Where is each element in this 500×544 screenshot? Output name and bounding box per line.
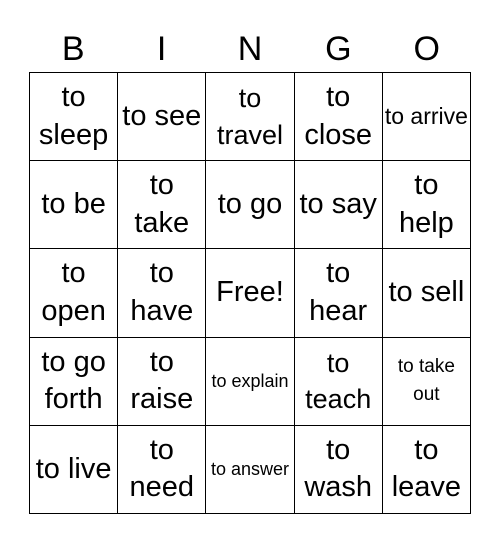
cell-label: to sell (388, 276, 465, 309)
cell-label: to live (35, 452, 112, 485)
cell-label: to hear (309, 257, 368, 327)
cell-label: to close (304, 80, 373, 151)
bingo-cell[interactable] (30, 73, 118, 161)
cell-label: to see (122, 99, 202, 132)
header-letter-i: I (156, 30, 167, 68)
bingo-cell[interactable] (118, 426, 206, 514)
cell-label: to take out (397, 355, 455, 406)
cell-label: to raise (130, 345, 194, 416)
bingo-cell[interactable] (295, 249, 383, 337)
cell-label: to help (398, 169, 454, 239)
header-letter-g: G (325, 30, 352, 68)
cell-label: to take (134, 169, 190, 239)
cell-label: to go forth (41, 345, 106, 416)
bingo-cell[interactable] (383, 338, 471, 426)
bingo-cell[interactable] (30, 249, 118, 337)
header-letter-o: O (413, 30, 440, 68)
bingo-cell[interactable] (30, 426, 118, 514)
bingo-cell[interactable] (206, 338, 294, 426)
free-space-cell[interactable] (206, 249, 294, 337)
bingo-cell[interactable] (30, 161, 118, 249)
bingo-cell[interactable] (295, 161, 383, 249)
bingo-cell[interactable] (383, 426, 471, 514)
cell-label: to open (41, 257, 106, 327)
cell-label: to need (129, 433, 195, 504)
cell-label: to teach (305, 347, 372, 415)
bingo-cell[interactable] (383, 249, 471, 337)
bingo-cell[interactable] (118, 249, 206, 337)
bingo-cell[interactable] (30, 338, 118, 426)
cell-label: to travel (216, 83, 283, 150)
bingo-cell[interactable] (295, 338, 383, 426)
bingo-cell[interactable] (295, 73, 383, 161)
cell-label: to wash (304, 433, 373, 504)
cell-label: to have (130, 257, 194, 327)
cell-label: to sleep (38, 80, 109, 151)
bingo-cell[interactable] (118, 73, 206, 161)
bingo-board (29, 72, 471, 514)
bingo-cell[interactable] (206, 426, 294, 514)
bingo-cell[interactable] (383, 73, 471, 161)
bingo-cell[interactable] (118, 338, 206, 426)
bingo-cell[interactable] (206, 73, 294, 161)
bingo-cell[interactable] (118, 161, 206, 249)
bingo-cell[interactable] (383, 161, 471, 249)
free-space-label: Free! (216, 276, 284, 309)
cell-label: to be (41, 187, 106, 220)
cell-label: to explain (211, 370, 289, 391)
bingo-header (29, 26, 471, 72)
bingo-cell[interactable] (206, 161, 294, 249)
bingo-cell[interactable] (295, 426, 383, 514)
cell-label: to leave (391, 433, 462, 504)
cell-label: to arrive (384, 103, 468, 130)
header-letter-b: B (61, 30, 85, 68)
cell-label: to say (299, 187, 377, 220)
header-letter-n: N (237, 30, 263, 68)
cell-label: to go (217, 187, 283, 220)
cell-label: to answer (210, 458, 290, 479)
